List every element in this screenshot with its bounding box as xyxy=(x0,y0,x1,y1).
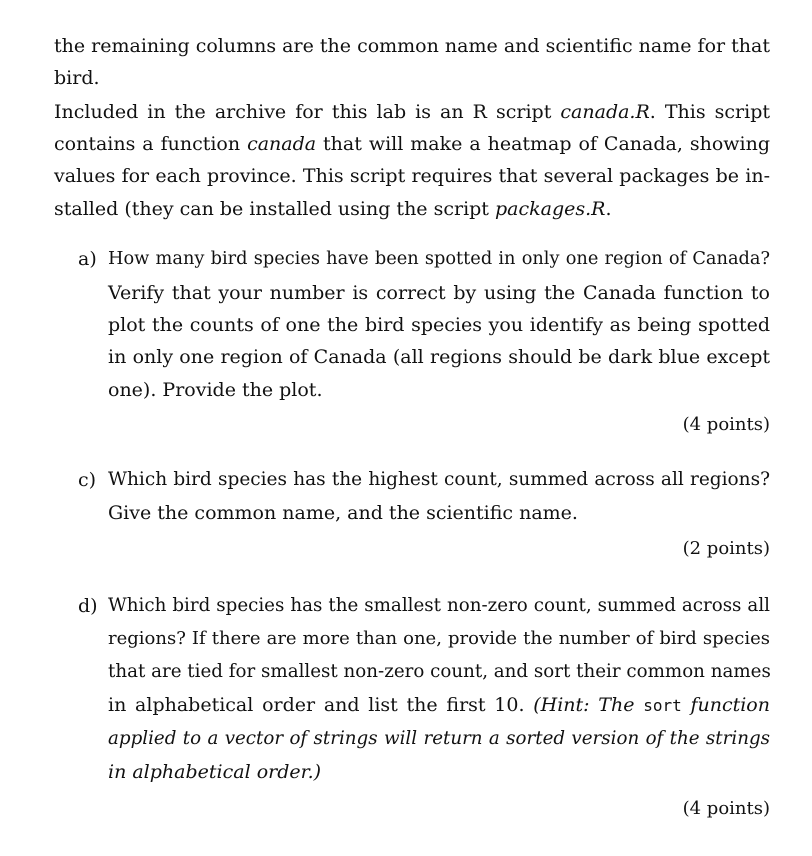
sort-code: sort xyxy=(643,696,682,715)
question-d-line-2: regions? If there are more than one, provide the number of bird species xyxy=(108,628,770,649)
intro-line-3 xyxy=(54,96,770,128)
intro-line-5: values for each province. This script requires that several packages be in- xyxy=(54,165,770,187)
intro-line-6 xyxy=(54,193,770,225)
hint-text: (Hint: The sort function xyxy=(533,694,770,716)
question-d-label: d) xyxy=(78,595,98,617)
intro-line-4 xyxy=(54,128,770,160)
intro-line-1: the remaining columns are the common name and scientific name for that xyxy=(54,35,770,57)
intro-text: . xyxy=(605,198,612,220)
question-d-hint-line-3: in alphabetical order.) xyxy=(108,761,322,783)
question-a-points: (4 points) xyxy=(682,414,770,435)
question-c-points: (2 points) xyxy=(682,538,770,559)
intro-text: contains a function xyxy=(54,133,248,155)
canada-function-name: canada xyxy=(247,133,317,155)
intro-text: stalled (they can be installed using the script xyxy=(54,198,495,220)
question-c-line-1: Which bird species has the highest count, summed across all regions? xyxy=(108,469,770,490)
question-a-line-3: plot the counts of one the bird species you identify as being spotted xyxy=(108,314,770,336)
question-d-line-4 xyxy=(108,689,770,721)
intro-text: . This script xyxy=(649,101,770,123)
question-d-hint-line-2: applied to a vector of strings will return a sorted version of the strings xyxy=(108,728,770,749)
question-c-line-2: Give the common name, and the scientific name. xyxy=(108,502,578,524)
question-a-line-2: Verify that your number is correct by using the Canada function to xyxy=(108,282,770,304)
question-c-label: c) xyxy=(78,469,97,491)
question-d-line-3: that are tied for smallest non-zero count, and sort their common names xyxy=(108,661,771,682)
question-d-text: in alphabetical order and list the first 10. xyxy=(108,694,525,716)
question-d-line-1: Which bird species has the smallest non-zero count, summed across all xyxy=(108,595,770,616)
question-d-points: (4 points) xyxy=(682,798,770,819)
question-a-line-4: in only one region of Canada (all regions should be dark blue except xyxy=(108,346,770,368)
canada-script-filename: canada.R xyxy=(560,101,650,123)
intro-text: Included in the archive for this lab is an R script xyxy=(54,101,561,123)
question-a-label: a) xyxy=(78,248,97,270)
question-a-line-1: How many bird species have been spotted in only one region of Canada? xyxy=(108,249,770,269)
intro-text: that will make a heatmap of Canada, showing xyxy=(316,133,770,155)
packages-script-filename: packages.R xyxy=(494,198,606,220)
question-a-line-5: one). Provide the plot. xyxy=(108,379,323,401)
intro-line-2: bird. xyxy=(54,67,100,89)
